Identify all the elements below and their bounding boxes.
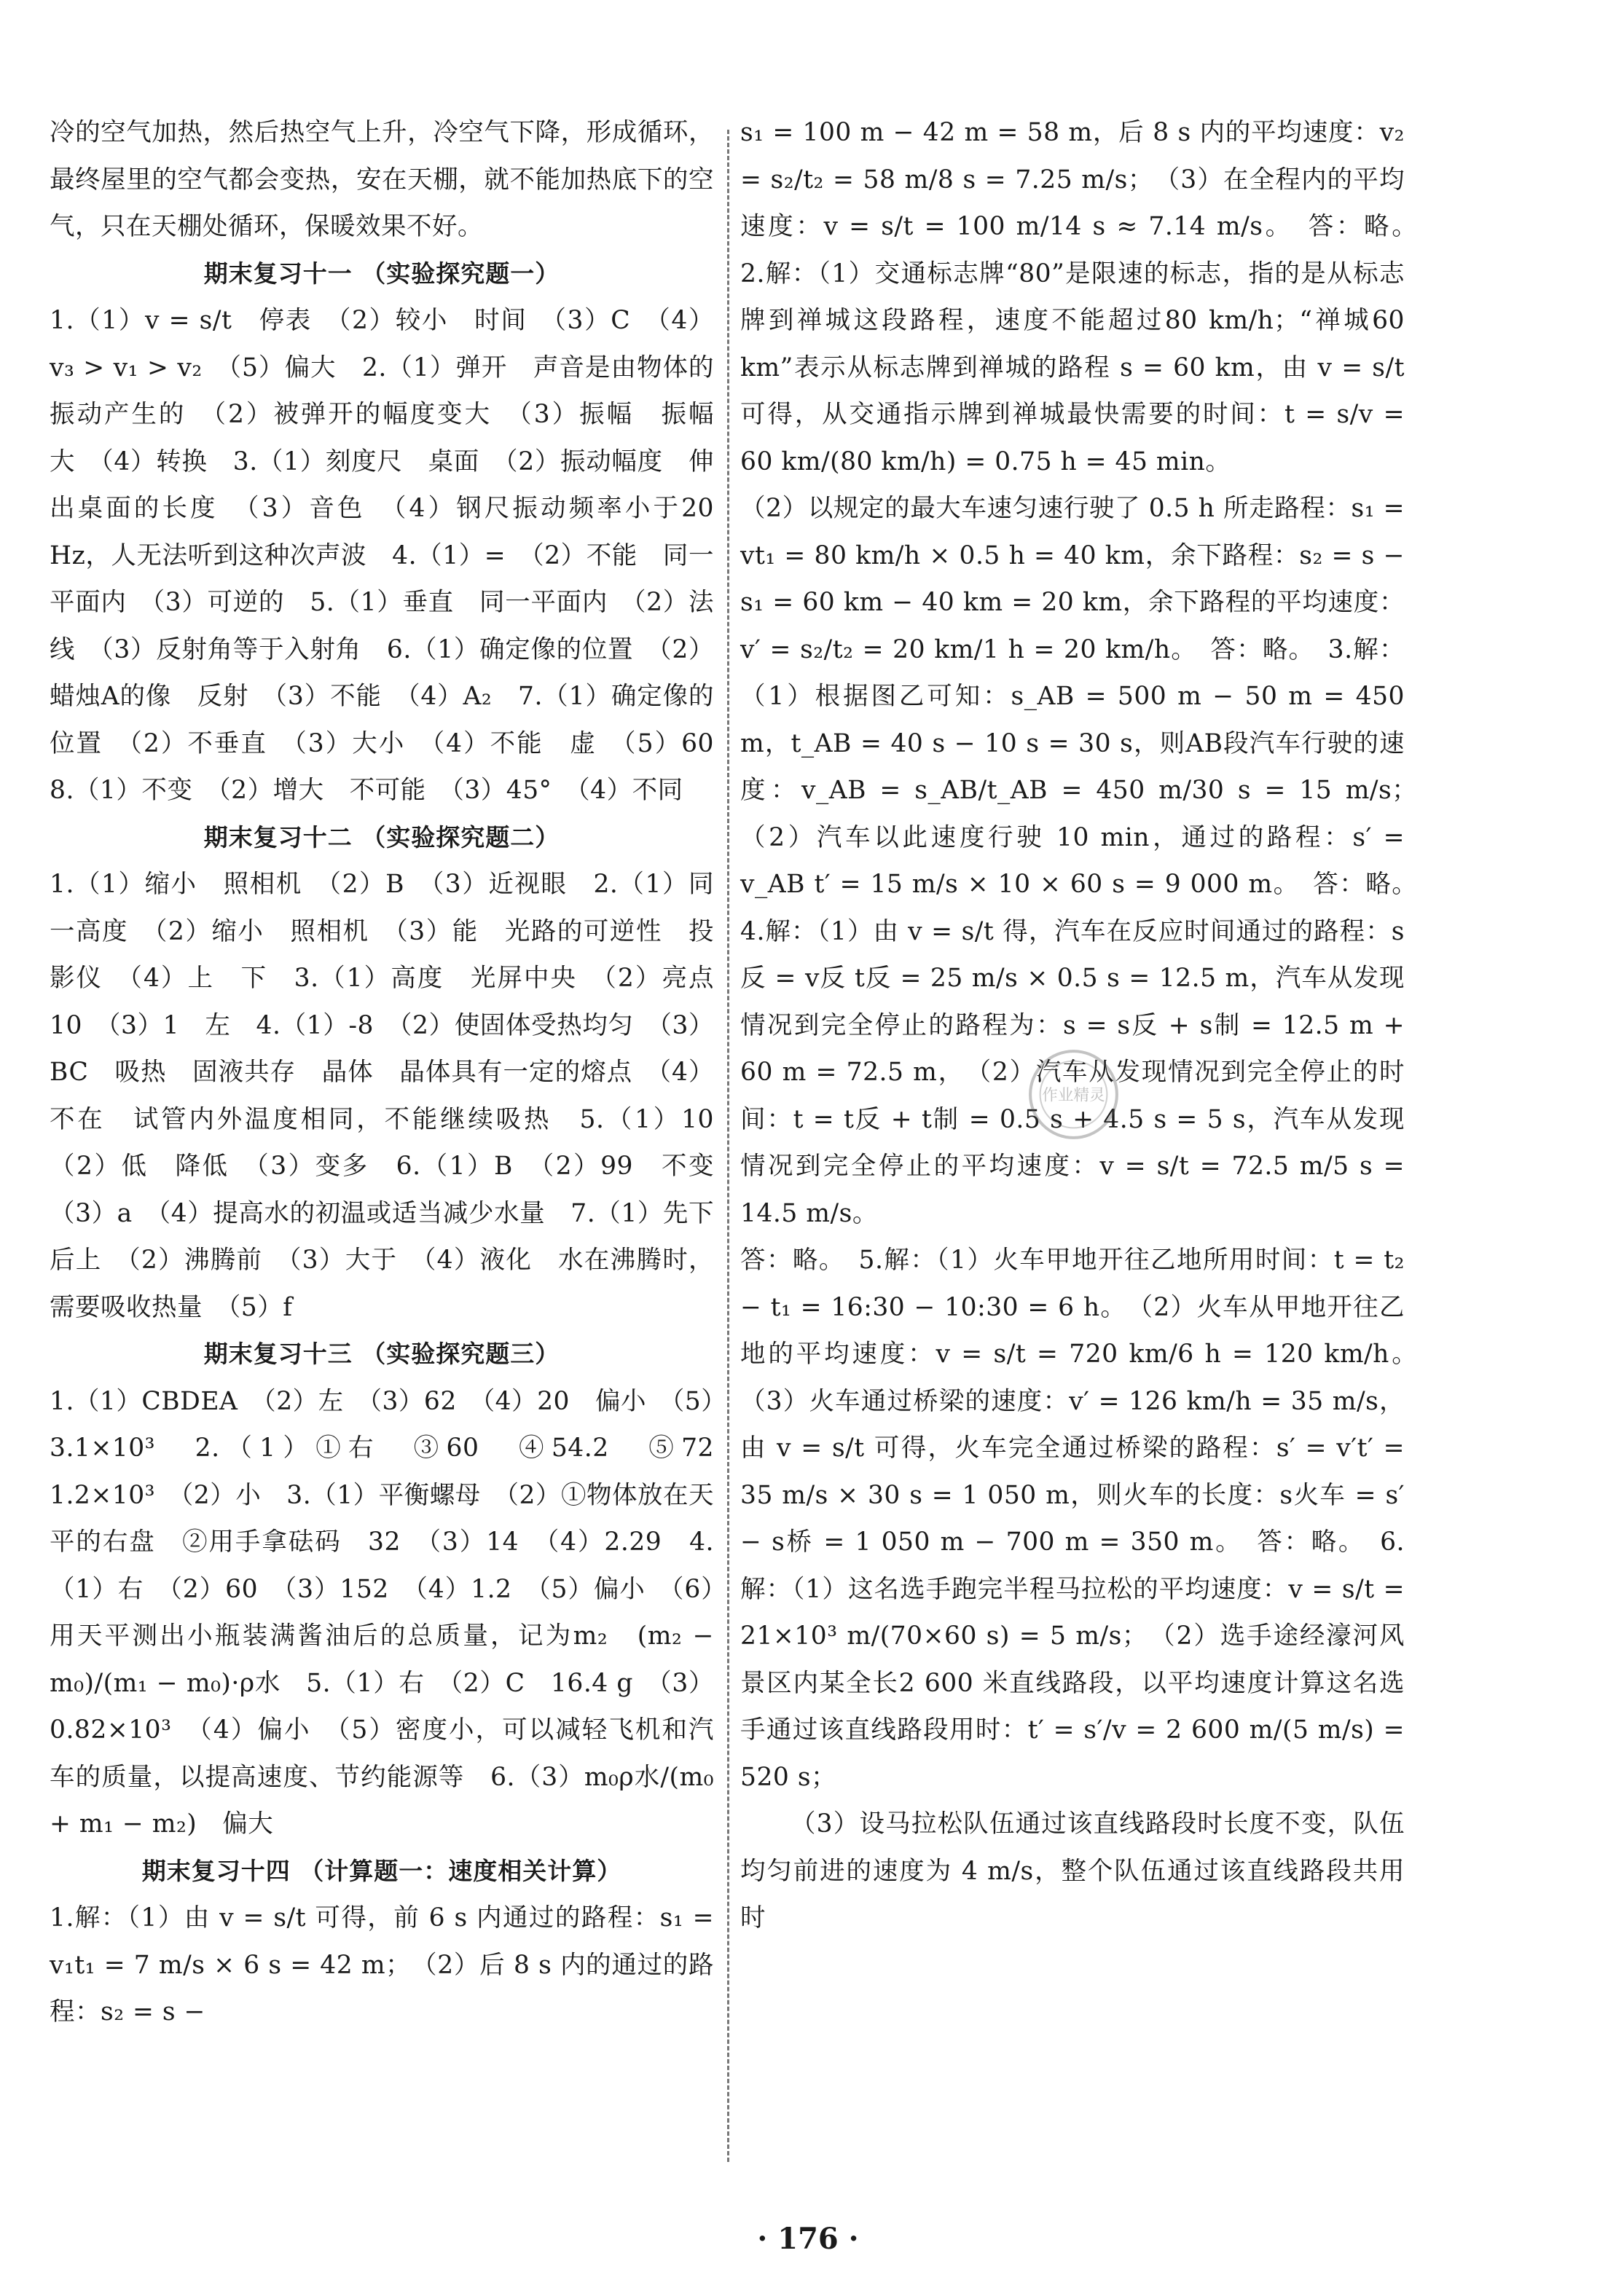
answer-paragraph: （2）以规定的最大车速匀速行驶了 0.5 h 所走路程：s₁ = vt₁ = 80 km/h × 0.5 h = 40 km，余下路程：s₂ = s − s₁ = 60 km − 40 km = 20 km，余下路程的平均速度：v′ = s₂/t₂ = 20 km/1 h = 20 km/h。 答：略。 3.解：（1）根据图乙可知：s_AB = 500 m − 50 m = 450 m，t_AB = 40 s − 10 s = 30 s，则AB段汽车行驶的速度：v_AB = s_AB/t_AB = 450 m/30 s = 15 m/s； （2）汽车以此速度行驶 10 min，通过的路程：s′ = v_AB t′ = 15 m/s × 10 × 60 s = 9 000 m。 答：略。 4.解：（1）由 v = s/t 得，汽车在反应时间通过的路程：s反 = v反 t反 = 25 m/s × 0.5 s = 12.5 m，汽车从发现情况到完全停止的路程为：s = s反 + s制 = 12.5 m + 60 m = 72.5 m， （2）汽车从发现情况到完全停止的时间：t = t反 + t制 = 0.5 s + 4.5 s = 5 s，汽车从发现情况到完全停止的平均速度：v = s/t = 72.5 m/5 s = 14.5 m/s。 <box>740 494 1430 1228</box>
section-heading: 期末复习十四 （计算题一：速度相关计算） <box>141 1856 622 1885</box>
answer-paragraph: （3）设马拉松队伍通过该直线路段时长度不变，队伍均匀前进的速度为 4 m/s，整个队伍通过该直线路段共用时 <box>740 1809 1405 1933</box>
section-heading: 期末复习十二 （实验探究题二） <box>203 822 560 852</box>
answer-paragraph: 1.（1）缩小 照相机 （2）B （3）近视眼 2.（1）同一高度 （2）缩小 照相机 （3）能 光路的可逆性 投影仪 （4）上 下 3.（1）高度 光屏中央 （2）亮点 10 （3）1 左 4.（1）-8 （2）使固体受热均匀 （3）BC 吸热 固液共存 晶体 晶体具有一定的熔点 （4）不在 试管内外温度相同，不能继续吸热 5.（1）10 （2）低 降低 （3）变多 6.（1）B （2）99 不变 （3）a （4）提高水的初温或适当减少水量 7.（1）先下后上 （2）沸腾前 （3）大于 （4）液化 水在沸腾时，需要吸收热量 （5）f <box>50 870 740 1322</box>
page-number: · 176 · <box>757 2222 859 2256</box>
answer-paragraph: 答：略。 5.解：（1）火车甲地开往乙地所用时间：t = t₂ − t₁ = 16:30 − 10:30 = 6 h。 （2）火车从甲地开往乙地的平均速度：v = s/t = 720 km/6 h = 120 km/h。 （3）火车通过桥梁的速度：v′ = 126 km/h = 35 m/s，由 v = s/t 可得，火车完全通过桥梁的路程：s′ = v′t′ = 35 m/s × 30 s = 1 050 m，则火车的长度：s火车 = s′ − s桥 = 1 050 m − 700 m = 350 m。 答：略。 6.解：（1）这名选手跑完半程马拉松的平均速度：v = s/t = 21×10³ m/(70×60 s) = 5 m/s； （2）选手途经濠河风景区内某全长2 600 米直线路段，以平均速度计算这名选手通过该直线路段用时：t′ = s′/v = 2 600 m/(5 m/s) = 520 s； <box>740 1246 1430 1792</box>
answer-paragraph: 1.（1）v = s/t 停表 （2）较小 时间 （3）C （4）v₃ > v₁ > v₂ （5）偏大 2.（1）弹开 声音是由物体的振动产生的 （2）被弹开的幅度变大 （3）振幅 振幅 大 （4）转换 3.（1）刻度尺 桌面 （2）振动幅度 伸出桌面的长度 （3）音色 （4）钢尺振动频率小于20 Hz，人无法听到这种次声波 4.（1）= （2）不能 同一平面内 （3）可逆的 5.（1）垂直 同一平面内 （2）法线 （3）反射角等于入射角 6.（1）确定像的位置 （2）蜡烛A的像 反射 （3）不能 （4）A₂ 7.（1）确定像的位置 （2）不垂直 （3）大小 （4）不能 虚 （5）60 8.（1）不变 （2）增大 不可能 （3）45° （4）不同 <box>50 306 740 805</box>
column-divider <box>727 130 729 2162</box>
answer-paragraph: s₁ = 100 m − 42 m = 58 m，后 8 s 内的平均速度：v₂ = s₂/t₂ = 58 m/8 s = 7.25 m/s； （3）在全程内的平均速度：v = s/t = 100 m/14 s ≈ 7.14 m/s。 答：略。 2.解：（1）交通标志牌“80”是限速的标志，指的是从标志牌到禅城这段路程，速度不能超过80 km/h；“禅城60 km”表示从标志牌到禅城的路程 s = 60 km，由 v = s/t 可得，从交通指示牌到禅城最快需要的时间：t = s/v = 60 km/(80 km/h) = 0.75 h = 45 min。 <box>740 118 1430 476</box>
section-heading: 期末复习十一 （实验探究题一） <box>203 259 560 288</box>
left-column <box>50 109 740 2036</box>
answer-paragraph: 1.（1）CBDEA （2）左 （3）62 （4）20 偏小 （5）3.1×10³ 2.（1）①右 ③60 ④54.2 ⑤72 1.2×10³ （2）小 3.（1）平衡螺母 （2）①物体放在天平的右盘 ②用手拿砝码 32 （3）14 （4）2.29 4.（1）右 （2）60 （3）152 （4）1.2 （5）偏小 （6）用天平测出小瓶装满酱油后的总质量，记为m₂ (m₂ − m₀)/(m₁ − m₀)·ρ水 5.（1）右 （2）C 16.4 g （3）0.82×10³ （4）偏小 （5）密度小，可以减轻飞机和汽车的质量，以提高速度、节约能源等 6.（3）m₀ρ水/(m₀ + m₁ − m₂) 偏大 <box>50 1386 740 1839</box>
watermark-stamp <box>1024 1045 1123 1144</box>
answer-paragraph: 冷的空气加热，然后热空气上升，冷空气下降，形成循环，最终屋里的空气都会变热，安在天棚，就不能加热底下的空气，只在天棚处循环，保暖效果不好。 <box>50 118 714 241</box>
answer-paragraph: 1.解：（1）由 v = s/t 可得，前 6 s 内通过的路程：s₁ = v₁t₁ = 7 m/s × 6 s = 42 m； （2）后 8 s 内的通过的路程：s₂ = s − <box>50 1903 714 2026</box>
right-column <box>740 109 1430 1942</box>
section-heading: 期末复习十三 （实验探究题三） <box>203 1340 560 1368</box>
stamp-text: 作业精灵 <box>1042 1086 1105 1105</box>
